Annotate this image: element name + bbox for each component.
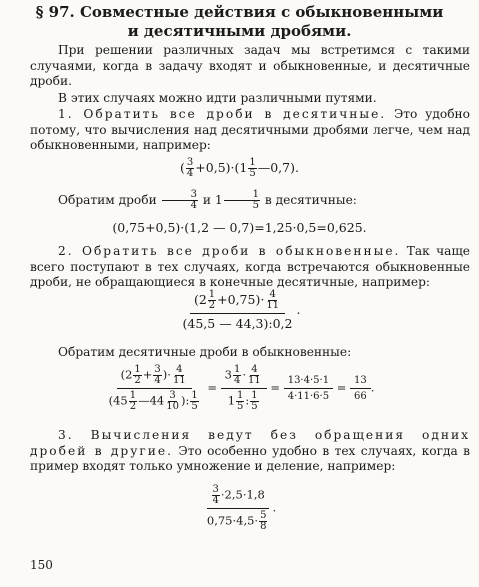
point-3-lead: 3. Вычисления ведут без обращения одних дробей в другие. <box>30 428 470 458</box>
point-2-example: (2 $\frac{1}{2}$ +0,75)· $\frac{4}{11}$ (45,5 — 44,3):0,2 . <box>182 289 301 331</box>
page-number: 150 <box>30 558 53 572</box>
title-line-2: и десятичными дробями. <box>127 22 352 40</box>
point-3-example: $\frac{3}{4}$ ·2,5·1,8 0,75·4,5· $\frac{5}{8}$ . <box>206 484 277 532</box>
section-title <box>0 0 479 41</box>
point-1-example: ( $\frac{3}{4}$ +0,5)·(1 $\frac{1}{5}$ —0,7). <box>180 157 299 179</box>
point-1-text: Это удобно потому, что вычисления над десятичными дробями легче, чем над обыкновенными, например: <box>30 107 470 152</box>
point-2-paragraph <box>30 244 470 291</box>
ways-paragraph: В этих случаях можно идти различными путями. <box>58 91 377 105</box>
point-2-convert: Обратим десятичные дроби в обыкновенные: <box>58 345 352 359</box>
point-3-text: Это особенно удобно в тех случаях, когда в пример входят только умножение и деление, например: <box>30 443 470 473</box>
intro-paragraph: При решении различных задач мы встретимся с такими случаями, когда в задачу входят и обыкновенные, и десятичные дроби. <box>30 43 470 88</box>
point-1-result: (0,75+0,5)·(1,2 — 0,7)=1,25·0,5=0,625. <box>112 220 367 235</box>
point-2-calculation: (2 $\frac{1}{2}$ + $\frac{3}{4}$ )· $\frac{4}{11}$ (45 $\frac{1}{2}$ —44 $\frac{3}{10}$ ): $\frac{1}{5}$ = 3 $\frac{1}{4}$ · $\frac{4}{11}$ 1 $\frac{1}{5}$ : $\frac{1}{5}$ = $\frac{13\cdot 4\cdot 5\cdot 1}{4\cdot 11\cdot 6\cdot 5}$ = $\frac{13}{66}$ . <box>108 364 375 412</box>
point-1-convert: Обратим дроби $\frac{3}{4}$ и 1 $\frac{1}{5}$ в десятичные: <box>58 189 357 211</box>
point-3-paragraph <box>30 428 470 475</box>
point-1-paragraph <box>30 107 470 154</box>
title-line-1: § 97. Совместные действия с обыкновенными <box>35 3 444 21</box>
point-2-text: Так чаще всего поступают в тех случаях, когда встречаются обыкновенные дроби, не обращающиеся в конечные десятичные, например: <box>30 244 470 289</box>
point-1-lead: 1. Обратить все дроби в десятичные. <box>58 107 387 121</box>
point-2-lead: 2. Обратить все дроби в обыкновенные. <box>58 244 401 258</box>
